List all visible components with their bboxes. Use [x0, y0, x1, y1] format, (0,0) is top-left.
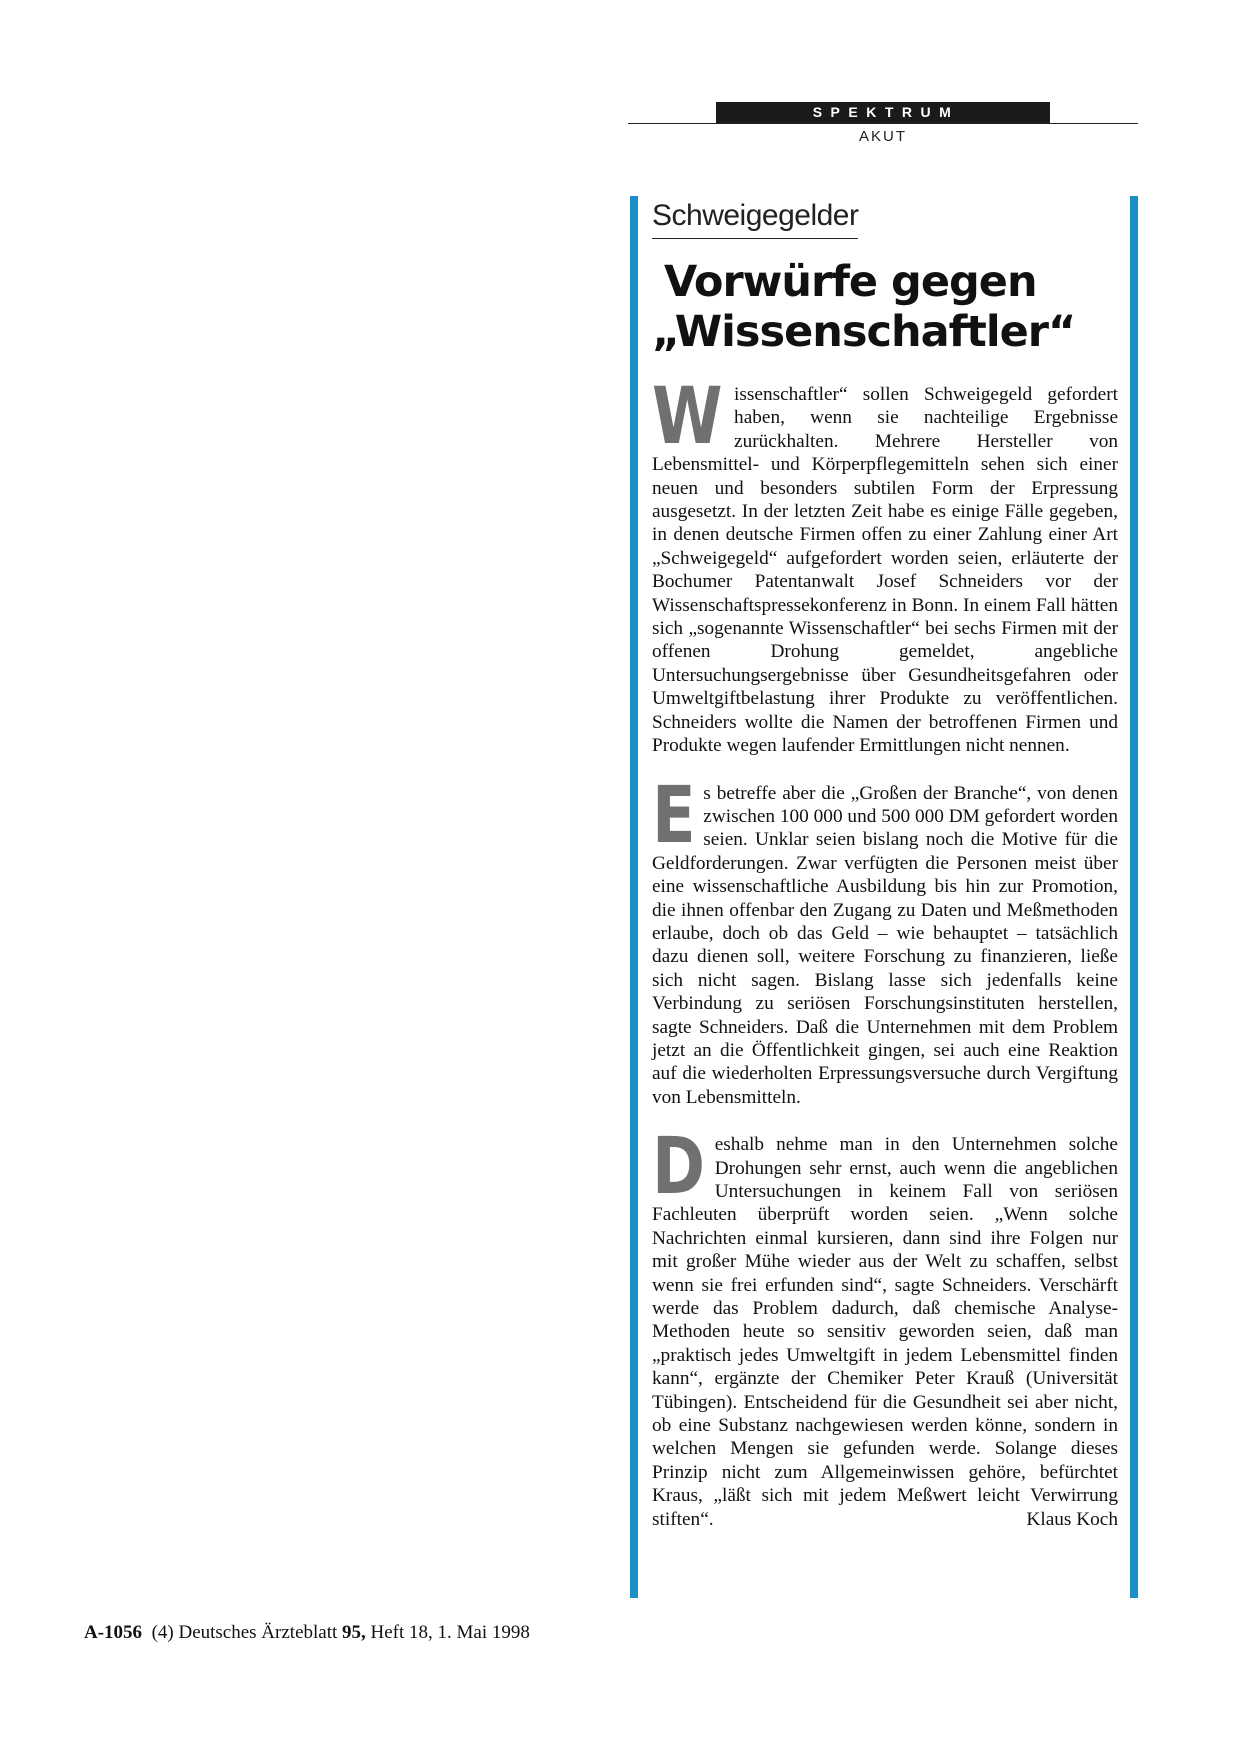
- footer-volume: 95,: [342, 1622, 366, 1643]
- footer-issue-date: Heft 18, 1. Mai 1998: [370, 1622, 530, 1643]
- headline-line-1: Vorwürfe gegen: [664, 257, 1037, 307]
- dropcap-3: D: [652, 1122, 706, 1213]
- section-label: SPEKTRUM: [716, 102, 1050, 123]
- headline-line-2: „Wissenschaftler“: [652, 307, 1076, 357]
- article-kicker: Schweigegelder: [652, 196, 858, 239]
- paragraph-2-text: s betreffe aber die „Großen der Branche“, von denen zwischen 100 000 und 500 000 DM gefordert worden seien. Unklar seien bislang noch die Motive für die Geldforderungen. Zwar verfügten die Personen meist über eine wissenschaftliche Ausbildung bis hin zur Promotion, die ihnen offenbar den Zugang zu Daten und Meßmethoden erlaube, doch ob das Geld – wie behauptet – tatsächlich dazu dienen soll, weitere Forschung zu finanzieren, ließe sich nicht sagen. Bislang lasse sich jedenfalls keine Verbindung zu seriösen Forschungsinstituten herstellen, sagte Schneiders. Daß die Unternehmen mit dem Problem jetzt an die Öffentlichkeit gingen, sei auch eine Reaktion auf die wiederholten Erpressungsversuche durch Vergiftung von Lebensmitteln.: [652, 782, 1118, 1108]
- page-footer: [84, 1622, 530, 1644]
- article-box: [630, 196, 1138, 1598]
- dropcap-1: W: [652, 372, 723, 462]
- paragraph-1: [652, 372, 1118, 758]
- subsection-label: AKUT: [858, 128, 907, 145]
- article-headline: [652, 257, 1118, 357]
- paragraph-1-text: issenschaftler“ sollen Schweigegeld gefordert haben, wenn sie nachteilige Ergebnisse zurückhalten. Mehrere Hersteller von Lebensmittel- und Körperpflegemitteln sehen sich einer neuen und besonders subtilen Form der Erpressung ausgesetzt. In der letzten Zeit habe es einige Fälle gegeben, in denen deutsche Firmen offen zu einer Zahlung einer Art „Schweigegeld“ aufgefordert worden seien, erläuterte der Bochumer Patentanwalt Josef Schneiders vor der Wissenschaftspressekonferenz in Bonn. In einem Fall hätten sich „sogenannte Wissenschaftler“ bei sechs Firmen mit der offenen Drohung gemeldet, angebliche Untersuchungsergebnisse über Gesundheitsgefahren oder Umweltgiftbelastung ihrer Produkte zu veröffentlichen. Schneiders wollte die Namen der betroffenen Firmen und Produkte wegen laufender Ermittlungen nicht nennen.: [652, 384, 1118, 757]
- paragraph-3: [652, 1122, 1118, 1531]
- article-author: Klaus Koch: [1026, 1508, 1118, 1530]
- paragraph-3-text: eshalb nehme man in den Unternehmen solche Drohungen sehr ernst, auch wenn die angeblichen Untersuchungen in keinem Fall von seriösen Fachleuten überprüft worden seien. „Wenn solche Nachrichten einmal kursieren, dann sind ihre Folgen nur mit großer Mühe wieder aus der Welt zu schaffen, selbst wenn sie frei erfunden sind“, sagte Schneiders. Verschärft werde das Problem dadurch, daß chemische Analyse-Methoden heute so sensitiv geworden seien, daß man „praktisch jedes Umweltgift in jedem Lebensmittel finden kann“, ergänzte der Chemiker Peter Krauß (Universität Tübingen). Entscheidend für die Gesundheit sei aber nicht, ob eine Substanz nachgewiesen werden könne, sondern in welchen Mengen sie gefunden werde. Solange dieses Prinzip nicht zum Allgemeinwissen gehöre, befürchtet Kraus, „läßt sich mit jedem Meßwert leicht Verwirrung stiften“.: [652, 1134, 1118, 1530]
- footer-page-code: A-1056: [84, 1622, 143, 1643]
- header-rule: [628, 123, 1138, 124]
- dropcap-2: E: [652, 770, 696, 861]
- footer-journal: Deutsches Ärzteblatt: [178, 1622, 338, 1643]
- footer-page-number: (4): [151, 1622, 174, 1643]
- paragraph-2: [652, 770, 1118, 1110]
